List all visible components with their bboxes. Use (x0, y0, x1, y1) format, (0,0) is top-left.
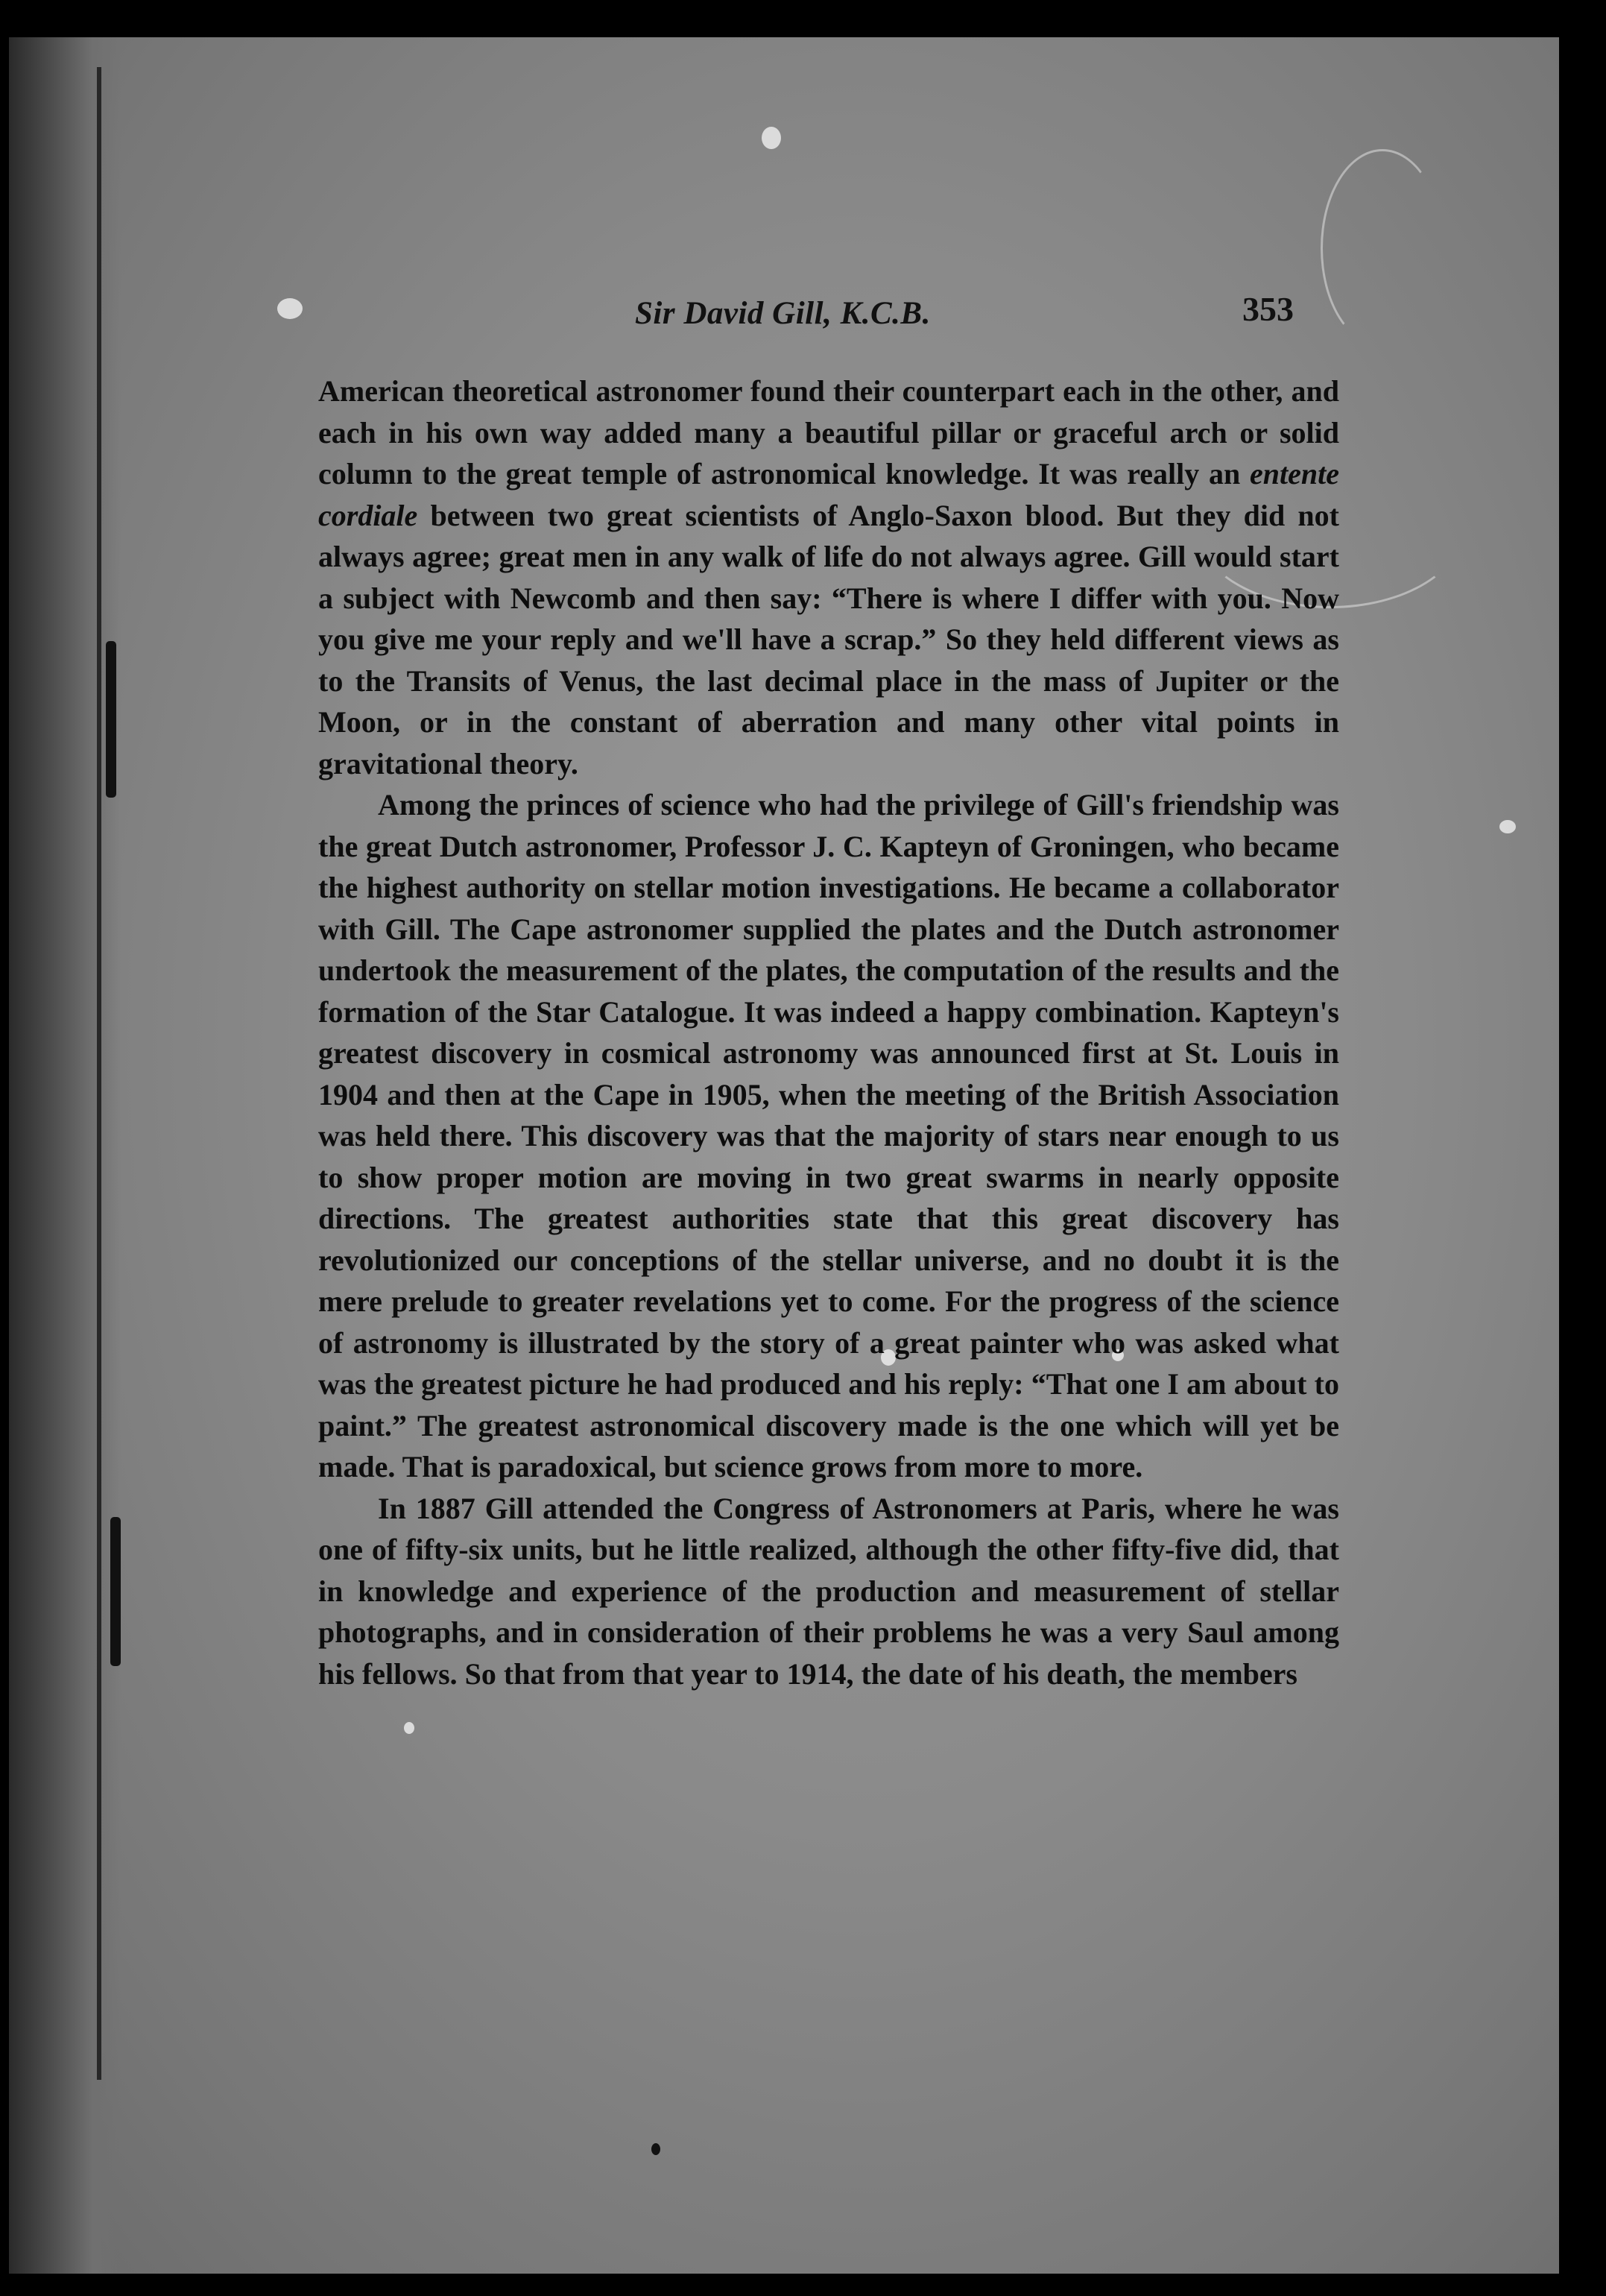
text-line: great men in any walk of life do not always agree. Gill would start (499, 540, 1339, 573)
text-line: with you. Now you give me your reply and we'll have a scrap.” (318, 581, 1340, 656)
paragraph-kapteyn: Among the princes of science who had the privilege of Gill's friendship was the great Dutch astronomer, Professor J. C. Kapteyn of Groningen, who became the highest authority on stellar motion investigations. He became a collaborator with Gill. The Cape astronomer supplied the plates and the Dutch astronomer undertook the measurement of the plates, the computation of the results and the formation of the Star Catalogue. It was indeed a happy combination. Kapteyn's greatest discovery in cosmical astronomy was announced first at St. Louis in 1904 and then at the Cape in 1905, when the meeting of the British Association was held there. This discovery was that the majority of stars near enough to us to show proper motion are moving in two great swarms in nearly opposite directions. The greatest authorities state that this great discovery has revolutionized our conceptions of the stellar universe, and no doubt it is the mere prelude to greater revelations yet to come. For the progress of the science of astronomy is illustrated by the story of a great painter who was asked what was the greatest picture he had produced and his reply: “That one I am about to paint.” The greatest astronomical discovery made is the one which will yet be made. That is paradoxical, but science grows from more to more. (318, 788, 1339, 1483)
text-line: American theoretical astronomer found their counterpart each in (318, 374, 1154, 408)
binding-spine (97, 67, 101, 2080)
running-head: Sir David Gill, K.C.B. (635, 296, 931, 331)
paragraph-congress: In 1887 Gill attended the Congress of Astronomers at Paris, where he was one of fifty-six units, but he little realized, although the other fifty-five did, that in knowledge and experience of the production and measurement of stellar photographs, and in consideration of their problems he was a very Saul among his fellows. So that from that year to 1914, the date of his death, the members (318, 1491, 1339, 1691)
dust-speck (1499, 820, 1516, 833)
text-line: of aberration and many other vital points in gravitational theory. (318, 705, 1339, 780)
text-line: between two great (417, 498, 673, 532)
text-line: knowledge. It was really an (885, 457, 1251, 491)
text-line: decimal place in the mass of Jupiter or the Moon, or in the constant (318, 663, 1340, 739)
page-number: 353 (1242, 290, 1294, 328)
page-gutter-shadow (9, 37, 121, 2274)
binding-staple-upper (106, 641, 116, 798)
paragraph-continuation (318, 370, 1339, 784)
italic-phrase: entente cordiale (318, 457, 1340, 532)
scan-scratch (1321, 149, 1444, 347)
dust-speck (277, 298, 303, 319)
text-line: the other, and each in his own way added many a beautiful pillar (318, 374, 1339, 450)
dust-speck (404, 1722, 414, 1734)
binding-staple-lower (110, 1517, 121, 1666)
text-line: scientists of Anglo-Saxon blood. But they did not always agree; (318, 498, 1339, 573)
dust-speck (762, 127, 781, 149)
footer-mark (651, 2143, 660, 2155)
text-line: or graceful arch or solid column to the great temple of astronomical (318, 415, 1340, 491)
text-line: a subject with Newcomb and then say: “There is where I differ (318, 581, 1142, 615)
text-line: So they held different views as to the Transits of Venus, the last (318, 622, 1340, 698)
body-text (318, 370, 1339, 1694)
book-page (9, 37, 1559, 2274)
